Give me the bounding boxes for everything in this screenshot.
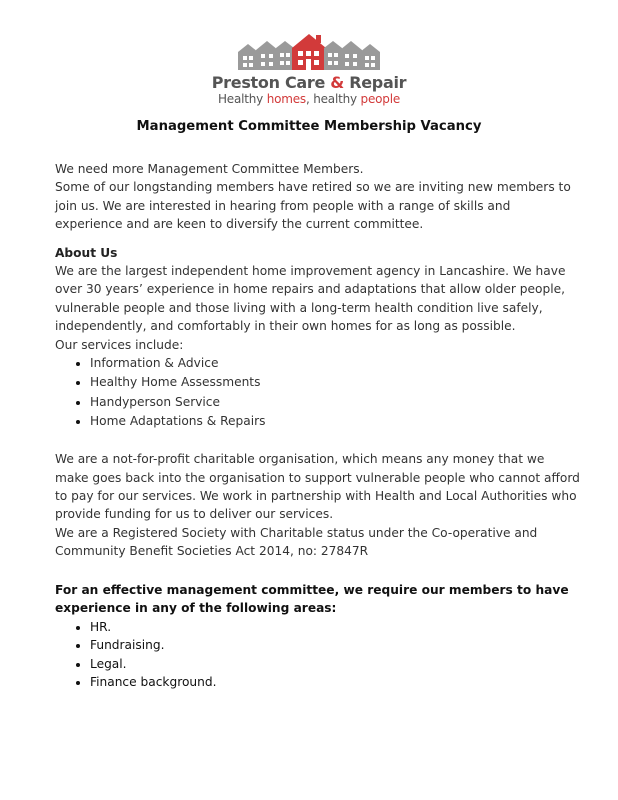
logo	[0, 32, 618, 106]
requirements-list	[55, 618, 580, 692]
list-item: • Information & Advice	[90, 354, 580, 373]
about-heading: About Us	[55, 245, 118, 260]
intro-section	[55, 160, 580, 234]
list-item: • Home Adaptations & Repairs	[90, 412, 580, 431]
charity-line-1: We are a not-for-profit charitable organisation, which means any money that we make goes back into the organisation to support vulnerable people who cannot afford to pay for our services. We work in partnership with Health and Local Authorities who provide funding for us to deliver our services.	[55, 452, 580, 522]
services-list	[55, 354, 580, 431]
list-item: • HR.	[90, 618, 580, 637]
tagline-part4: people	[360, 92, 401, 106]
requirements-heading: For an effective management committee, we require our members to have experience in any of the following areas:	[55, 582, 569, 616]
list-item: • Finance background.	[90, 673, 580, 692]
houses-logo-icon	[236, 32, 382, 72]
organisation-name-part2: Repair	[343, 73, 407, 92]
list-item: • Handyperson Service	[90, 393, 580, 412]
organisation-name-ampersand: &	[330, 73, 344, 92]
tagline	[0, 92, 618, 106]
intro-line-2: Some of our longstanding members have retired so we are inviting new members to join us. We are interested in hearing from people with a range of skills and experience and are keen to diversify the current committee.	[55, 180, 571, 232]
organisation-name-part1: Preston Care	[211, 73, 331, 92]
tagline-part1: Healthy	[217, 92, 267, 106]
list-item: • Fundraising.	[90, 636, 580, 655]
list-item: • Healthy Home Assessments	[90, 373, 580, 392]
charity-line-2: We are a Registered Society with Charitable status under the Co-operative and Community Benefit Societies Act 2014, no: 27847R	[55, 525, 538, 559]
charity-section	[55, 450, 580, 560]
organisation-name	[0, 74, 618, 92]
intro-line-1: We need more Management Committee Members.	[55, 162, 364, 176]
about-paragraph: We are the largest independent home improvement agency in Lancashire. We have over 30 years’ experience in home repairs and adaptations that allow older people, vulnerable people and those living with a long-term health condition live safely, independently, and comfortably in their own homes for as long as possible.	[55, 264, 566, 334]
tagline-part2: homes	[266, 92, 306, 106]
page-title: Management Committee Membership Vacancy	[136, 119, 482, 134]
services-intro: Our services include:	[55, 337, 184, 352]
document-body	[55, 160, 580, 692]
tagline-part3: , healthy	[305, 92, 361, 106]
list-item: • Legal.	[90, 655, 580, 674]
